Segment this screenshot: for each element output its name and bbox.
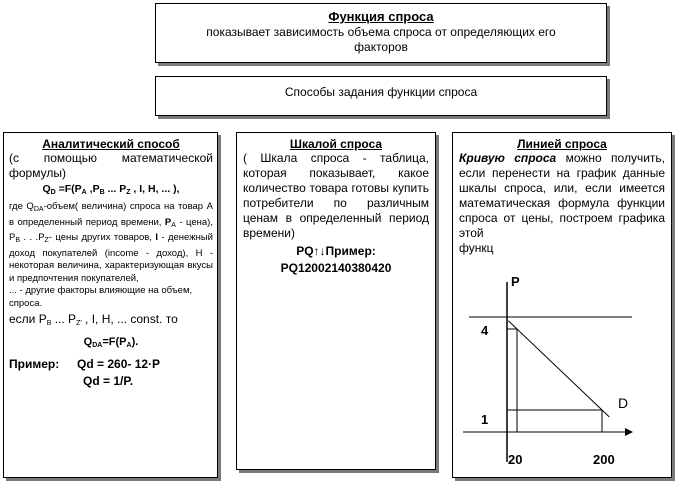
demand-curve-label: D	[618, 395, 629, 411]
line-method-title: Линией спроса	[517, 137, 607, 151]
x-tick-label: 20	[508, 452, 523, 467]
analytic-desc-quantity: где $Q_{DA}-объем$( величина) спроса на товар А в определенный период времени, $P_A$ - цена), $P_B$ . . $.P_Z-$ цены других товаров, I - денежный доход покупателей (income - доход), Н - некоторая величина, характеризующая вкусы и предпочтения покупателей,	[9, 201, 213, 284]
y-tick-label: 4	[481, 323, 489, 338]
function-title: Функция спроса	[328, 9, 434, 24]
table-method-header: PQ↑↓Пример:	[296, 244, 376, 258]
analytic-formula: $Q_D =F(P_A$ $,P_B$ ... $P_Z$ , I, H, ... ),	[42, 183, 180, 196]
function-desc-line1: показывает зависимость объема спроса от определяющих его	[206, 25, 556, 39]
analytic-result-formula: $Q_{DA}=F(P_A)$.	[83, 335, 139, 349]
x-tick-label: 200	[593, 452, 615, 467]
function-box	[155, 3, 607, 63]
demand-chart	[460, 272, 636, 472]
table-method-title: Шкалой спроса	[289, 137, 383, 151]
table-method-row: PQ12002140380420	[280, 261, 392, 275]
analytic-title: Аналитический способ	[42, 137, 180, 151]
example-formula-2: Qd = 1/P.	[83, 373, 134, 388]
methods-box	[155, 76, 607, 116]
line-method-last: функц	[459, 241, 494, 255]
analytic-condition: если $P_B$ ... $P_{Z'}$ , I, H, ... const. то	[9, 312, 178, 327]
analytic-examples	[9, 356, 213, 394]
analytic-intro: (с помощью математической формулы)	[9, 151, 213, 180]
example-formula-1: Qd = 260- 12·P	[77, 356, 161, 371]
table-method-text: ( Шкала спроса - таблица, которая показывает, какое количество товара готовы купить потребители по различным ценам в определенный период времени)	[243, 151, 429, 240]
y-tick-label: 1	[481, 412, 489, 427]
demand-curve-line	[508, 321, 609, 417]
table-method-box	[236, 132, 436, 470]
analytic-box	[3, 132, 218, 478]
function-desc-line2: факторов	[354, 40, 408, 54]
line-method-text: Кривую спроса можно получить, если перенести на график данные шкалы спроса, или, если имеется математическая формула функции спроса от цены, построем графика этой	[459, 151, 666, 240]
example-label: Пример:	[9, 356, 60, 371]
analytic-desc-other: ... - другие факторы влияющие на объем, спроса.	[9, 285, 193, 309]
methods-title: Способы задания функции спроса	[284, 85, 478, 99]
chart-y-axis-label: P	[511, 274, 520, 289]
